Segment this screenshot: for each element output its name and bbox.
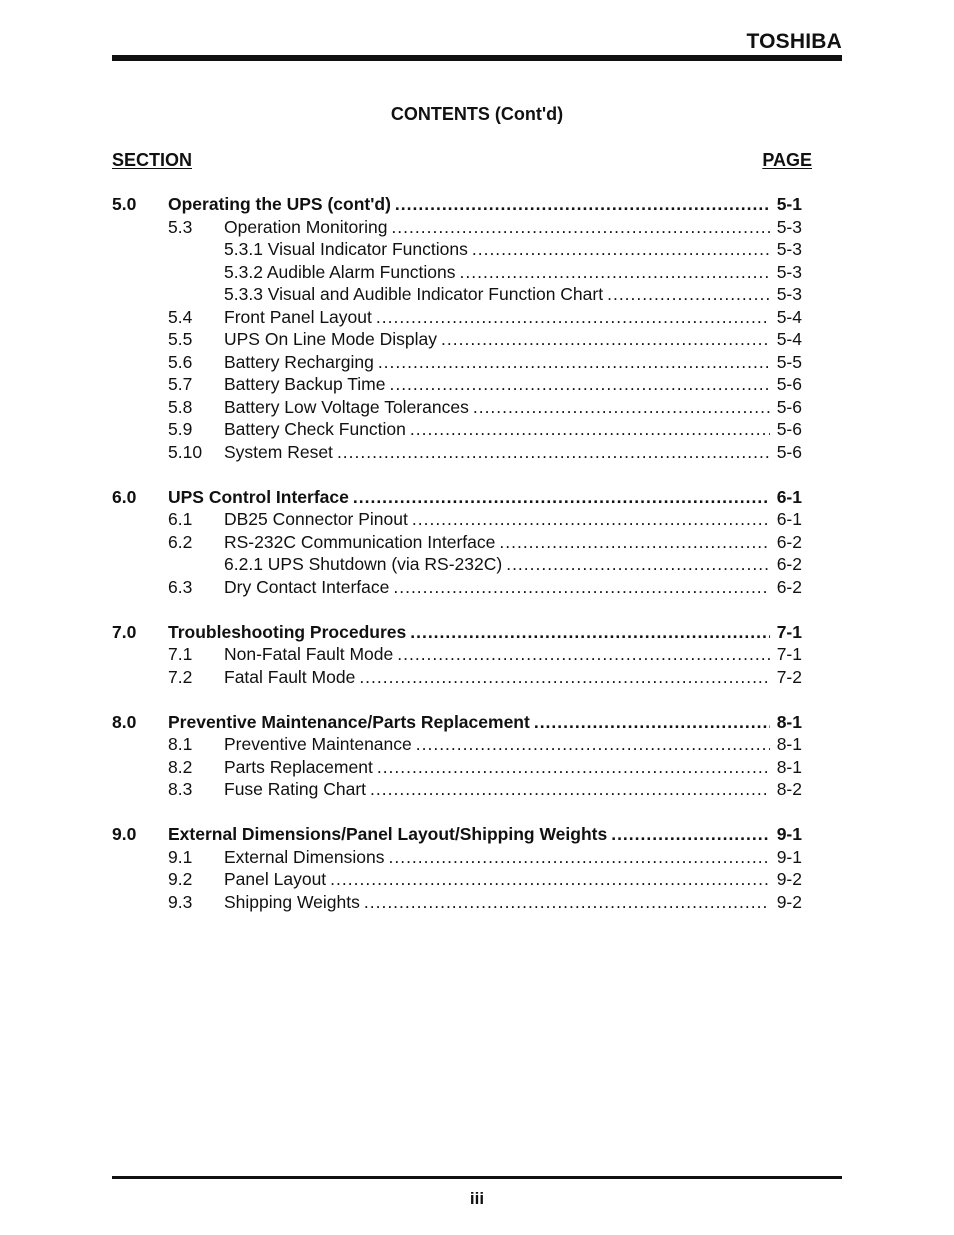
- toc-section-entry[interactable]: [112, 823, 802, 846]
- entry-leader-line: [224, 846, 802, 869]
- dot-leader: [364, 891, 770, 914]
- toc-subsection-entry[interactable]: [112, 666, 802, 689]
- entry-page-number: 6-2: [776, 554, 802, 574]
- dot-leader: [611, 823, 770, 846]
- entry-leader-line: [224, 373, 802, 396]
- entry-number: 6.3: [168, 576, 193, 597]
- dot-leader: [391, 216, 770, 239]
- entry-page-number: 9-2: [776, 869, 802, 889]
- toc-subsection-entry[interactable]: [112, 778, 802, 801]
- toc-group: [112, 823, 802, 913]
- entry-page-number: 5-6: [776, 396, 802, 417]
- entry-leader-line: [224, 238, 802, 261]
- dot-leader: [337, 441, 770, 464]
- dot-leader: [410, 418, 770, 441]
- entry-number: 9.2: [168, 869, 193, 889]
- dot-leader: [607, 283, 770, 306]
- entry-title: Parts Replacement: [224, 756, 373, 777]
- dot-leader: [378, 351, 770, 374]
- entry-title: Panel Layout: [224, 869, 327, 889]
- toc-subsection-entry[interactable]: [112, 418, 802, 441]
- dot-leader: [370, 778, 770, 801]
- entry-page-number: 7-2: [776, 666, 802, 687]
- dot-leader: [359, 666, 770, 689]
- entry-leader-line: [168, 823, 802, 846]
- entry-leader-line: [224, 261, 802, 284]
- dot-leader: [460, 261, 770, 284]
- toc-section-entry[interactable]: [112, 193, 802, 216]
- toc-subsection-entry[interactable]: [112, 216, 802, 239]
- entry-page-number: 6-1: [776, 486, 802, 507]
- entry-leader-line: [224, 666, 802, 689]
- entry-page-number: 8-1: [776, 734, 802, 754]
- entry-title: Shipping Weights: [224, 891, 360, 912]
- entry-title: RS-232C Communication Interface: [224, 531, 496, 552]
- dot-leader: [534, 711, 770, 734]
- toc-section-entry[interactable]: [112, 621, 802, 644]
- entry-title: 5.3.2 Audible Alarm Functions: [224, 261, 456, 282]
- dot-leader: [389, 373, 770, 396]
- entry-page-number: 9-1: [776, 824, 802, 844]
- entry-leader-line: [224, 216, 802, 239]
- entry-number: 8.0: [112, 711, 137, 732]
- entry-title: Preventive Maintenance: [224, 734, 412, 754]
- entry-page-number: 5-3: [776, 216, 802, 237]
- entry-title: Battery Check Function: [224, 419, 406, 439]
- entry-title: Non-Fatal Fault Mode: [224, 644, 394, 664]
- entry-title: Fuse Rating Chart: [224, 779, 367, 799]
- entry-leader-line: [224, 418, 802, 441]
- entry-leader-line: [224, 441, 802, 464]
- header-rule: [112, 55, 842, 61]
- entry-number: 5.10: [168, 441, 203, 462]
- entry-page-number: 6-2: [776, 576, 802, 597]
- dot-leader: [410, 621, 770, 644]
- entry-page-number: 8-2: [776, 779, 802, 799]
- entry-leader-line: [224, 306, 802, 329]
- entry-leader-line: [224, 396, 802, 419]
- entry-number: 7.1: [168, 644, 193, 664]
- toc-subsection-entry[interactable]: [112, 576, 802, 599]
- entry-leader-line: [224, 643, 802, 666]
- toc-subsection-entry[interactable]: [112, 508, 802, 531]
- entry-leader-line: [168, 711, 802, 734]
- dot-leader: [395, 193, 770, 216]
- entry-title: Preventive Maintenance/Parts Replacement: [168, 711, 530, 732]
- entry-leader-line: [224, 576, 802, 599]
- entry-page-number: 5-1: [776, 194, 802, 214]
- entry-page-number: 9-1: [776, 846, 802, 867]
- footer-rule: [112, 1176, 842, 1179]
- entry-number: 5.6: [168, 351, 193, 372]
- entry-number: 5.8: [168, 396, 193, 417]
- brand-logo: TOSHIBA: [746, 30, 842, 53]
- entry-number: 5.4: [168, 306, 193, 327]
- page-number: iii: [469, 1189, 485, 1208]
- page-title: CONTENTS (Cont'd): [390, 104, 564, 124]
- toc-subsection-entry[interactable]: [112, 553, 802, 576]
- entry-page-number: 5-5: [776, 351, 802, 372]
- entry-number: 9.0: [112, 824, 137, 844]
- toc-subsection-entry[interactable]: [112, 733, 802, 756]
- entry-number: 8.2: [168, 756, 193, 777]
- toc-subsection-entry[interactable]: [112, 373, 802, 396]
- dot-leader: [393, 576, 770, 599]
- entry-page-number: 5-6: [776, 441, 802, 462]
- entry-title: Battery Recharging: [224, 351, 374, 372]
- entry-leader-line: [224, 778, 802, 801]
- entry-page-number: 7-1: [776, 644, 802, 664]
- entry-page-number: 5-4: [776, 306, 802, 327]
- entry-leader-line: [168, 193, 802, 216]
- entry-number: 5.0: [112, 194, 137, 214]
- entry-leader-line: [224, 283, 802, 306]
- dot-leader: [472, 238, 770, 261]
- entry-title: DB25 Connector Pinout: [224, 509, 408, 529]
- entry-page-number: 8-1: [776, 756, 802, 777]
- dot-leader: [499, 531, 770, 554]
- entry-page-number: 5-3: [776, 284, 802, 304]
- entry-title: Troubleshooting Procedures: [168, 621, 407, 642]
- toc-subsection-entry[interactable]: [112, 868, 802, 891]
- toc-subsection-entry[interactable]: [112, 531, 802, 554]
- page-column-heading: PAGE: [762, 150, 812, 170]
- entry-title: Operation Monitoring: [224, 216, 388, 237]
- toc-subsection-entry[interactable]: [112, 441, 802, 464]
- dot-leader: [330, 868, 770, 891]
- toc-group: [112, 711, 802, 801]
- entry-number: 6.2: [168, 531, 193, 552]
- entry-number: 5.9: [168, 419, 193, 439]
- entry-number: 5.7: [168, 374, 193, 394]
- entry-page-number: 5-3: [776, 261, 802, 282]
- entry-title: Battery Low Voltage Tolerances: [224, 396, 469, 417]
- dot-leader: [397, 643, 770, 666]
- entry-leader-line: [224, 328, 802, 351]
- entry-leader-line: [224, 891, 802, 914]
- entry-title: 5.3.3 Visual and Audible Indicator Function Chart: [224, 284, 604, 304]
- entry-title: Fatal Fault Mode: [224, 666, 356, 687]
- toc-subsection-entry[interactable]: [112, 328, 802, 351]
- dot-leader: [412, 508, 770, 531]
- entry-leader-line: [224, 351, 802, 374]
- entry-leader-line: [224, 733, 802, 756]
- toc-group: [112, 621, 802, 689]
- entry-page-number: 7-1: [776, 621, 802, 642]
- toc-subsection-entry[interactable]: [112, 351, 802, 374]
- entry-leader-line: [224, 756, 802, 779]
- dot-leader: [353, 486, 770, 509]
- entry-leader-line: [168, 621, 802, 644]
- entry-leader-line: [224, 553, 802, 576]
- dot-leader: [377, 756, 770, 779]
- toc-subsection-entry[interactable]: [112, 846, 802, 869]
- entry-page-number: 6-1: [776, 509, 802, 529]
- entry-number: 5.5: [168, 329, 193, 349]
- entry-leader-line: [224, 868, 802, 891]
- entry-title: External Dimensions: [224, 846, 385, 867]
- entry-number: 9.1: [168, 846, 193, 867]
- toc-subsection-entry[interactable]: [112, 643, 802, 666]
- dot-leader: [376, 306, 770, 329]
- toc-subsection-entry[interactable]: [112, 261, 802, 284]
- toc-subsection-entry[interactable]: [112, 396, 802, 419]
- dot-leader: [473, 396, 770, 419]
- entry-title: Battery Backup Time: [224, 374, 386, 394]
- entry-number: 8.1: [168, 734, 193, 754]
- dot-leader: [388, 846, 770, 869]
- toc-subsection-entry[interactable]: [112, 238, 802, 261]
- entry-leader-line: [168, 486, 802, 509]
- toc-subsection-entry[interactable]: [112, 306, 802, 329]
- entry-title: UPS Control Interface: [168, 486, 349, 507]
- entry-page-number: 5-6: [776, 374, 802, 394]
- entry-title: Operating the UPS (cont'd): [168, 194, 391, 214]
- entry-page-number: 9-2: [776, 891, 802, 912]
- toc-group: [112, 193, 802, 463]
- dot-leader: [441, 328, 770, 351]
- entry-title: 5.3.1 Visual Indicator Functions: [224, 239, 468, 259]
- entry-leader-line: [224, 508, 802, 531]
- toc-subsection-entry[interactable]: [112, 283, 802, 306]
- entry-number: 7.2: [168, 666, 193, 687]
- entry-page-number: 6-2: [776, 531, 802, 552]
- toc-section-entry[interactable]: [112, 486, 802, 509]
- entry-number: 6.0: [112, 486, 137, 507]
- dot-leader: [416, 733, 770, 756]
- toc-subsection-entry[interactable]: [112, 891, 802, 914]
- toc-subsection-entry[interactable]: [112, 756, 802, 779]
- entry-title: Dry Contact Interface: [224, 576, 390, 597]
- toc-group: [112, 486, 802, 599]
- entry-page-number: 8-1: [776, 711, 802, 732]
- entry-page-number: 5-6: [776, 419, 802, 439]
- entry-page-number: 5-4: [776, 329, 802, 349]
- toc-section-entry[interactable]: [112, 711, 802, 734]
- section-column-heading: SECTION: [112, 150, 193, 170]
- entry-title: External Dimensions/Panel Layout/Shipping Weights: [168, 824, 608, 844]
- entry-number: 9.3: [168, 891, 193, 912]
- entry-number: 7.0: [112, 621, 137, 642]
- entry-number: 6.1: [168, 509, 193, 529]
- dot-leader: [506, 553, 770, 576]
- entry-title: Front Panel Layout: [224, 306, 372, 327]
- entry-leader-line: [224, 531, 802, 554]
- entry-title: System Reset: [224, 441, 333, 462]
- entry-number: 8.3: [168, 779, 193, 799]
- entry-title: 6.2.1 UPS Shutdown (via RS-232C): [224, 554, 503, 574]
- entry-page-number: 5-3: [776, 239, 802, 259]
- entry-number: 5.3: [168, 216, 193, 237]
- table-of-contents: [112, 193, 802, 936]
- entry-title: UPS On Line Mode Display: [224, 329, 438, 349]
